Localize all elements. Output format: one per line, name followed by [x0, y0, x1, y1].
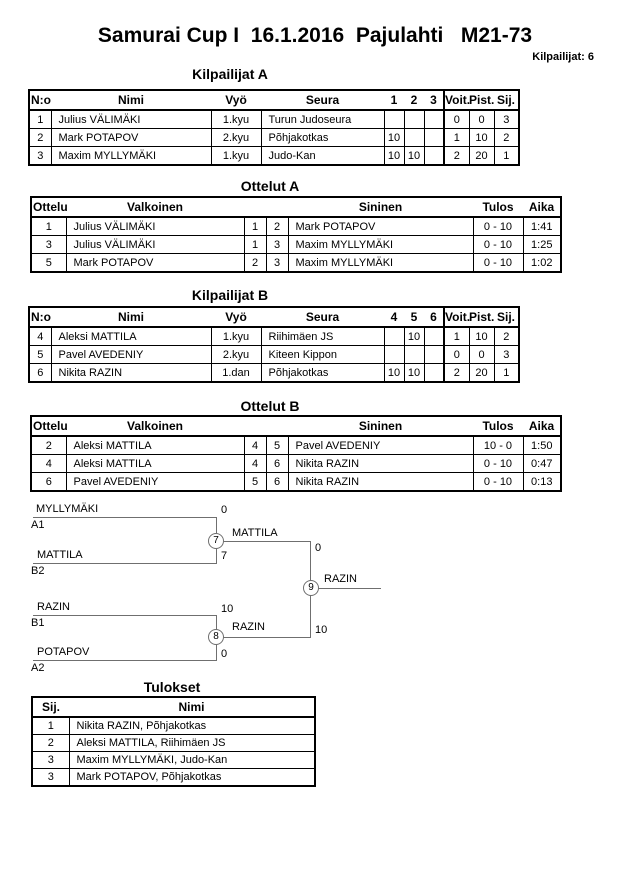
- col-header-white: Valkoinen: [66, 416, 244, 436]
- bracket-line: [33, 615, 217, 616]
- bracket-player-name: MYLLYMÄKI: [36, 503, 99, 515]
- cell-score1: [384, 346, 404, 364]
- cell-blue-no: 3: [266, 254, 288, 273]
- cell-club: Põhjakotkas: [261, 364, 384, 383]
- table-header-row: [32, 697, 315, 717]
- cell-club: Kiteen Kippon: [261, 346, 384, 364]
- cell-white-no: 5: [244, 473, 266, 492]
- cell-white-no: 4: [244, 436, 266, 455]
- cell-no: 6: [29, 364, 51, 383]
- pool-a-table: [28, 89, 520, 166]
- cell-club: Judo-Kan: [261, 147, 384, 166]
- cell-wins: 2: [444, 147, 469, 166]
- bracket-score: 0: [315, 542, 322, 554]
- cell-score2: [404, 129, 424, 147]
- cell-belt: 2.kyu: [211, 129, 261, 147]
- col-header-name: Nimi: [51, 90, 211, 110]
- cell-score3: [424, 346, 444, 364]
- table-header-row: [31, 197, 561, 217]
- col-header-time: Aika: [523, 416, 561, 436]
- table-row: [31, 254, 561, 273]
- bracket-player-name: MATTILA: [37, 549, 83, 561]
- col-header-white-no: [244, 416, 266, 436]
- cell-no: 5: [29, 346, 51, 364]
- cell-white-no: 1: [244, 236, 266, 254]
- cell-place: 3: [32, 769, 69, 787]
- bracket-seed-label: A1: [31, 519, 45, 531]
- cell-name: Julius VÄLIMÄKI: [51, 110, 211, 129]
- cell-result: 0 - 10: [473, 254, 523, 273]
- cell-wins: 0: [444, 110, 469, 129]
- table-row: [32, 735, 315, 752]
- cell-wins: 2: [444, 364, 469, 383]
- cell-points: 20: [469, 147, 494, 166]
- col-header-belt: Vyö: [211, 90, 261, 110]
- cell-score1: [384, 110, 404, 129]
- bracket-line: [217, 637, 311, 638]
- cell-time: 1:50: [523, 436, 561, 455]
- table-row: [31, 217, 561, 236]
- col-header-points: Pist.: [469, 90, 494, 110]
- bracket-player-name: RAZIN: [37, 601, 70, 613]
- cell-match-no: 1: [31, 217, 66, 236]
- cell-blue-name: Nikita RAZIN: [288, 473, 473, 492]
- table-header-row: [31, 416, 561, 436]
- cell-points: 0: [469, 110, 494, 129]
- cell-white-name: Mark POTAPOV: [66, 254, 244, 273]
- col-header-club: Seura: [261, 90, 384, 110]
- table-header-row: [29, 307, 519, 327]
- col-header-white-no: [244, 197, 266, 217]
- table-row: [31, 473, 561, 492]
- page-title: Samurai Cup I 16.1.2016 Pajulahti M21-73: [97, 24, 533, 47]
- cell-score2: 10: [404, 327, 424, 346]
- table-row: [29, 346, 519, 364]
- cell-club: Riihimäen JS: [261, 327, 384, 346]
- col-header-wins: Voit.: [444, 307, 469, 327]
- col-header-place: Sij.: [32, 697, 69, 717]
- cell-belt: 1.dan: [211, 364, 261, 383]
- bracket-score: 10: [221, 603, 234, 615]
- col-header-blue-no: [266, 416, 288, 436]
- col-header-score1: 4: [384, 307, 404, 327]
- col-header-place: Sij.: [494, 307, 519, 327]
- cell-no: 4: [29, 327, 51, 346]
- bracket-match-number: 7: [208, 533, 224, 549]
- col-header-name: Nimi: [69, 697, 315, 717]
- cell-blue-no: 5: [266, 436, 288, 455]
- cell-match-no: 3: [31, 236, 66, 254]
- table-row: [31, 436, 561, 455]
- cell-place: 1: [32, 717, 69, 735]
- col-header-club: Seura: [261, 307, 384, 327]
- table-row: [29, 364, 519, 383]
- cell-score1: 10: [384, 129, 404, 147]
- col-header-result: Tulos: [473, 197, 523, 217]
- col-header-score3: 6: [424, 307, 444, 327]
- table-row: [29, 147, 519, 166]
- cell-name: Nikita RAZIN: [51, 364, 211, 383]
- pool-b-table: [28, 306, 520, 383]
- cell-white-name: Pavel AVEDENIY: [66, 473, 244, 492]
- table-header-row: [29, 90, 519, 110]
- table-row: [32, 752, 315, 769]
- cell-place: 1: [494, 147, 519, 166]
- cell-score3: [424, 327, 444, 346]
- cell-name: Nikita RAZIN, Põhjakotkas: [69, 717, 315, 735]
- bracket-line: [33, 563, 217, 564]
- cell-place: 3: [32, 752, 69, 769]
- table-row: [31, 236, 561, 254]
- cell-match-no: 4: [31, 455, 66, 473]
- bracket-player-name: POTAPOV: [37, 646, 90, 658]
- col-header-score2: 2: [404, 90, 424, 110]
- cell-belt: 1.kyu: [211, 110, 261, 129]
- cell-score1: [384, 327, 404, 346]
- cell-name: Maxim MYLLYMÄKI: [51, 147, 211, 166]
- cell-time: 0:47: [523, 455, 561, 473]
- cell-white-name: Julius VÄLIMÄKI: [66, 217, 244, 236]
- cell-wins: 1: [444, 327, 469, 346]
- bracket-score: 7: [221, 550, 228, 562]
- bracket-match-number: 8: [208, 629, 224, 645]
- cell-points: 20: [469, 364, 494, 383]
- cell-score1: 10: [384, 147, 404, 166]
- cell-name: Mark POTAPOV, Põhjakotkas: [69, 769, 315, 787]
- bracket-score: 0: [221, 648, 228, 660]
- cell-white-name: Aleksi MATTILA: [66, 436, 244, 455]
- cell-name: Pavel AVEDENIY: [51, 346, 211, 364]
- bracket-winner-name: RAZIN: [324, 573, 357, 585]
- cell-belt: 1.kyu: [211, 327, 261, 346]
- table-row: [29, 129, 519, 147]
- cell-result: 0 - 10: [473, 455, 523, 473]
- cell-place: 1: [494, 364, 519, 383]
- col-header-white: Valkoinen: [66, 197, 244, 217]
- cell-place: 3: [494, 110, 519, 129]
- table-row: [32, 717, 315, 735]
- cell-score3: [424, 129, 444, 147]
- cell-belt: 1.kyu: [211, 147, 261, 166]
- cell-score3: [424, 364, 444, 383]
- table-row: [31, 455, 561, 473]
- cell-score3: [424, 147, 444, 166]
- col-header-points: Pist.: [469, 307, 494, 327]
- cell-result: 0 - 10: [473, 217, 523, 236]
- cell-blue-name: Pavel AVEDENIY: [288, 436, 473, 455]
- cell-match-no: 5: [31, 254, 66, 273]
- bracket-seed-label: B2: [31, 565, 45, 577]
- cell-points: 10: [469, 129, 494, 147]
- cell-time: 0:13: [523, 473, 561, 492]
- cell-no: 3: [29, 147, 51, 166]
- bracket-line: [217, 541, 311, 542]
- cell-name: Mark POTAPOV: [51, 129, 211, 147]
- col-header-score1: 1: [384, 90, 404, 110]
- cell-belt: 2.kyu: [211, 346, 261, 364]
- cell-club: Turun Judoseura: [261, 110, 384, 129]
- section-title-results: Tulokset: [143, 679, 201, 695]
- cell-white-no: 4: [244, 455, 266, 473]
- cell-wins: 0: [444, 346, 469, 364]
- col-header-match: Ottelu: [31, 416, 66, 436]
- cell-score2: 10: [404, 364, 424, 383]
- cell-blue-name: Mark POTAPOV: [288, 217, 473, 236]
- col-header-time: Aika: [523, 197, 561, 217]
- cell-place: 2: [494, 327, 519, 346]
- cell-result: 0 - 10: [473, 473, 523, 492]
- bracket-seed-label: B1: [31, 617, 45, 629]
- cell-name: Maxim MYLLYMÄKI, Judo-Kan: [69, 752, 315, 769]
- cell-name: Aleksi MATTILA: [51, 327, 211, 346]
- cell-score3: [424, 110, 444, 129]
- col-header-blue: Sininen: [288, 197, 473, 217]
- bracket-winner-name: RAZIN: [232, 621, 265, 633]
- col-header-name: Nimi: [51, 307, 211, 327]
- cell-blue-no: 6: [266, 455, 288, 473]
- col-header-belt: Vyö: [211, 307, 261, 327]
- bracket-line: [33, 517, 217, 518]
- cell-score2: 10: [404, 147, 424, 166]
- cell-no: 2: [29, 129, 51, 147]
- cell-time: 1:25: [523, 236, 561, 254]
- bracket-seed-label: A2: [31, 662, 45, 674]
- cell-blue-no: 2: [266, 217, 288, 236]
- matches-b-table: [30, 415, 562, 492]
- table-row: [29, 327, 519, 346]
- col-header-score2: 5: [404, 307, 424, 327]
- cell-time: 1:41: [523, 217, 561, 236]
- bracket-winner-name: MATTILA: [232, 527, 278, 539]
- table-row: [32, 769, 315, 787]
- cell-score2: [404, 110, 424, 129]
- cell-place: 2: [32, 735, 69, 752]
- col-header-score3: 3: [424, 90, 444, 110]
- competitors-count: Kilpailijat: 6: [532, 51, 594, 63]
- elimination-bracket: [0, 500, 630, 685]
- cell-white-name: Julius VÄLIMÄKI: [66, 236, 244, 254]
- cell-score2: [404, 346, 424, 364]
- cell-no: 1: [29, 110, 51, 129]
- cell-time: 1:02: [523, 254, 561, 273]
- cell-result: 10 - 0: [473, 436, 523, 455]
- col-header-no: N:o: [29, 307, 51, 327]
- section-title-pool-b: Kilpailijat B: [191, 287, 269, 303]
- bracket-line: [318, 588, 381, 589]
- cell-white-no: 1: [244, 217, 266, 236]
- table-row: [29, 110, 519, 129]
- col-header-wins: Voit.: [444, 90, 469, 110]
- col-header-place: Sij.: [494, 90, 519, 110]
- cell-blue-name: Nikita RAZIN: [288, 455, 473, 473]
- col-header-blue-no: [266, 197, 288, 217]
- section-title-matches-b: Ottelut B: [240, 398, 300, 414]
- cell-white-name: Aleksi MATTILA: [66, 455, 244, 473]
- bracket-score: 0: [221, 504, 228, 516]
- results-table: [31, 696, 316, 787]
- cell-blue-name: Maxim MYLLYMÄKI: [288, 254, 473, 273]
- cell-place: 3: [494, 346, 519, 364]
- bracket-line: [33, 660, 217, 661]
- cell-match-no: 2: [31, 436, 66, 455]
- cell-result: 0 - 10: [473, 236, 523, 254]
- cell-white-no: 2: [244, 254, 266, 273]
- cell-blue-no: 6: [266, 473, 288, 492]
- bracket-score: 10: [315, 624, 328, 636]
- section-title-pool-a: Kilpailijat A: [192, 66, 268, 82]
- cell-blue-no: 3: [266, 236, 288, 254]
- col-header-blue: Sininen: [288, 416, 473, 436]
- col-header-no: N:o: [29, 90, 51, 110]
- cell-score1: 10: [384, 364, 404, 383]
- cell-blue-name: Maxim MYLLYMÄKI: [288, 236, 473, 254]
- section-title-matches-a: Ottelut A: [240, 178, 300, 194]
- col-header-result: Tulos: [473, 416, 523, 436]
- bracket-match-number: 9: [303, 580, 319, 596]
- matches-a-table: [30, 196, 562, 273]
- cell-club: Põhjakotkas: [261, 129, 384, 147]
- cell-points: 10: [469, 327, 494, 346]
- cell-points: 0: [469, 346, 494, 364]
- cell-match-no: 6: [31, 473, 66, 492]
- cell-name: Aleksi MATTILA, Riihimäen JS: [69, 735, 315, 752]
- cell-place: 2: [494, 129, 519, 147]
- cell-wins: 1: [444, 129, 469, 147]
- col-header-match: Ottelu: [31, 197, 66, 217]
